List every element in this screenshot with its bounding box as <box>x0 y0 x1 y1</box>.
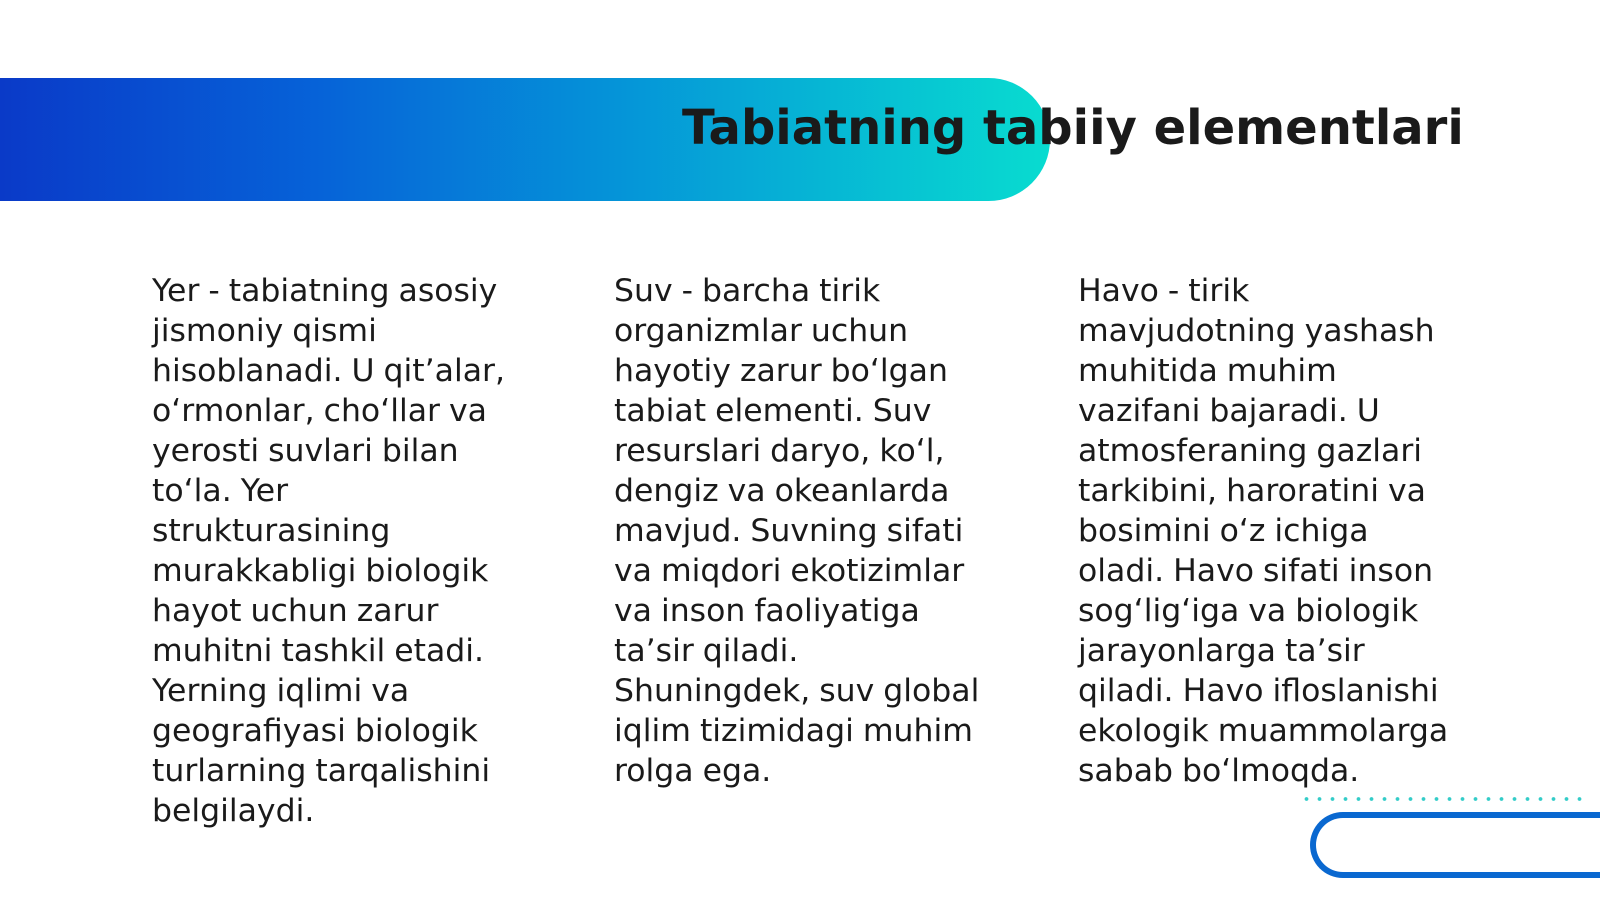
column-havo: Havo - tirik mavjudotning yashash muhitida muhim vazifani bajaradi. U atmosferaning gazlari tarkibini, haroratini va bosimini o‘z ichiga oladi. Havo sifati inson sog‘lig‘iga va biologik jarayonlarga ta’sir qiladi. Havo ifloslanishi ekologik muammolarga sabab bo‘lmoqda. <box>1078 273 1449 789</box>
slide-title: Tabiatning tabiiy elementlari <box>682 100 1464 156</box>
decorative-dot-line <box>1300 796 1590 802</box>
column-suv: Suv - barcha tirik organizmlar uchun hayotiy zarur bo‘lgan tabiat elementi. Suv resurslari daryo, ko‘l, dengiz va okeanlarda mavjud. Suvning sifati va miqdori ekotizimlar va inson faoliyatiga ta’sir qiladi. Shuningdek, suv global iqlim tizimidagi muhim rolga ega. <box>614 273 980 789</box>
column-yer: Yer - tabiatning asosiy jismoniy qismi hisoblanadi. U qit’alar, o‘rmonlar, cho‘llar va yerosti suvlari bilan to‘la. Yer strukturasining murakkabligi biologik hayot uchun zarur muhitni tashkil etadi. Yerning iqlimi va geografiyasi biologik turlarning tarqalishini belgilaydi. <box>152 273 505 829</box>
decorative-pill-outline <box>1310 812 1600 878</box>
